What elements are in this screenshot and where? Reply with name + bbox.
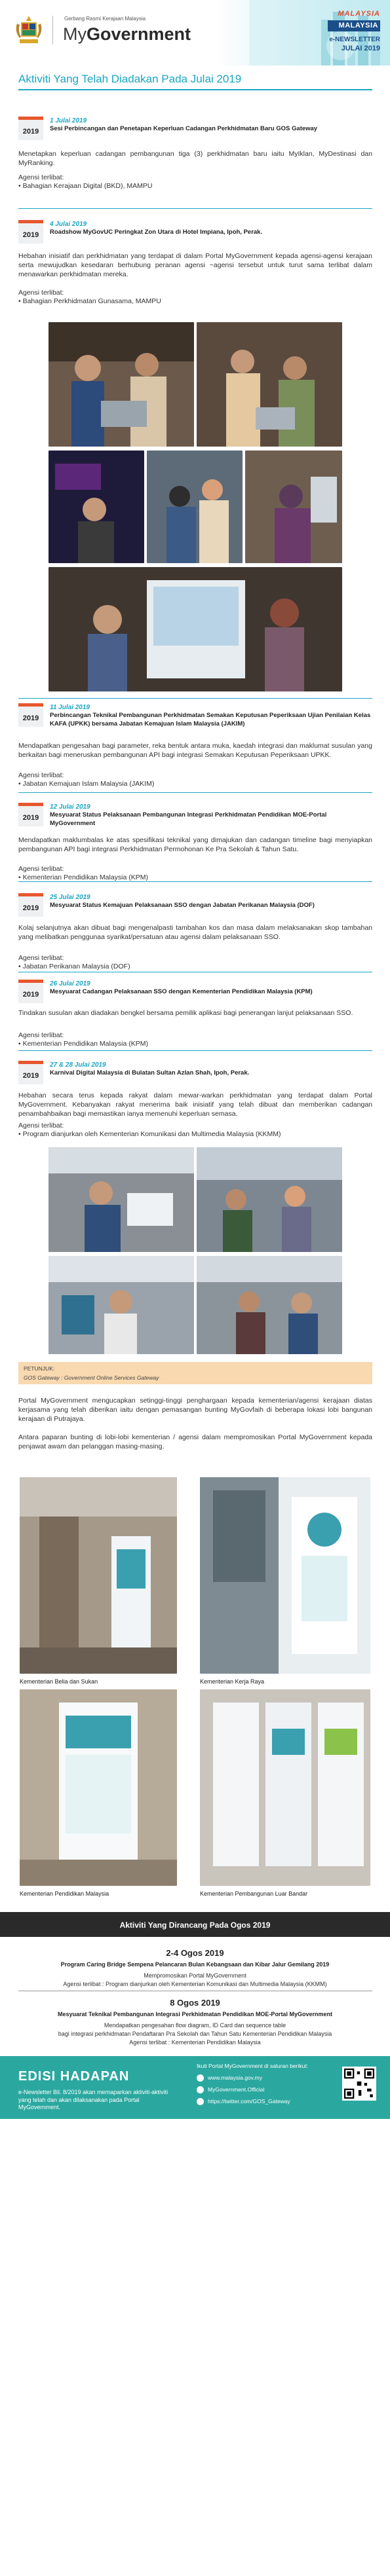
footer-title: EDISI HADAPAN <box>18 2069 130 2084</box>
header-tagline: Gerbang Rasmi Kerajaan Malaysia <box>64 16 146 22</box>
event-title: Mesyuarat Status Pelaksanaan Pembangunan Integrasi Perkhidmatan Pendidikan MOE-Portal MyGovernment <box>50 811 327 827</box>
bunting-paragraph: Antara paparan bunting di lobi-lobi kementerian / agensi dalam mempromosikan Portal MyGovernment kepada penjawat awam dan pelanggan masing-masing. <box>18 1433 372 1451</box>
twitter-icon <box>197 2098 204 2105</box>
event-item <box>18 893 372 972</box>
event-description: Hebahan inisiatif dan perkhidmatan yang terdapat di dalam Portal MyGovernment kepada agensi-agensi kerajaan serta mewujudkan kesedaran berhubung peranan agensi −agensi tersebut untuk turut sama terlibat dalam menawarkan perkhidmatan mereka. <box>18 252 372 279</box>
agency-label: Agensi terlibat: <box>18 954 64 962</box>
upcoming-heading-bar <box>0 1912 390 1937</box>
year-badge: 2019 <box>18 220 43 244</box>
year-badge: 2019 <box>18 893 43 917</box>
event-title: Perbincangan Teknikal Pembangunan Perkhidmatan Semakan Keputusan Peperiksaan Ujian Penilaian Kelas KAFA (UPKK) bersama Jabatan Kemajuan Islam Malaysia (JAKIM) <box>50 712 371 727</box>
badge-line3: e-NEWSLETTER <box>329 35 380 43</box>
year-badge: 2019 <box>18 980 43 1003</box>
qr-code-graphic <box>344 2069 374 2099</box>
event-date: 26 Julai 2019 <box>50 980 90 987</box>
footer-description: e-Newsletter Bil. 8/2019 akan memaparkan aktiviti-aktiviti yang telah dan akan dilaksanakan pada Portal MyGovernment. <box>18 2089 168 2111</box>
bunting-photo <box>20 1689 177 1886</box>
upcoming-description: Mempromosikan Portal MyGovernment <box>144 1972 246 1979</box>
year-badge: 2019 <box>18 1061 43 1084</box>
section-title: Aktiviti Yang Telah Diadakan Pada Julai 2019 <box>18 73 242 85</box>
event-item <box>18 1061 372 1152</box>
event-title: Karnival Digital Malaysia di Bulatan Sultan Azlan Shah, Ipoh, Perak. <box>50 1069 250 1076</box>
agency-label: Agensi terlibat: <box>18 289 64 297</box>
year-badge: 2019 <box>18 803 43 826</box>
upcoming-agency: Agensi terlibat : Program dianjurkan oleh Kementerian Komunikasi dan Multimedia Malaysia (KKMM) <box>63 1980 327 1987</box>
badge-line2: MALAYSIA <box>328 20 380 31</box>
event-description: Hebahan secara terus kepada rakyat dalam mewar-warkan perkhidmatan yang terdapat dalam Portal MyGovernment. Kebanyakan rakyat menerima baik inisiatif yang telah dibuat dan memberikan cadangan penambahbaikan bagi memastikan ianya memenuhi keperluan semasa. <box>18 1092 372 1118</box>
event-photo <box>49 1256 194 1354</box>
badge-line4: JULAI 2019 <box>341 45 380 53</box>
facebook-icon <box>197 2086 204 2093</box>
qr-code[interactable] <box>342 2067 376 2101</box>
agency-name: • Program dianjurkan oleh Kementerian Komunikasi dan Multimedia Malaysia (KKMM) <box>18 1130 281 1138</box>
upcoming-item <box>0 1997 390 2046</box>
agency-name: • Jabatan Perikanan Malaysia (DOF) <box>18 963 130 970</box>
header-divider <box>52 16 53 45</box>
globe-icon <box>197 2074 204 2082</box>
photo-caption: Kementerian Kerja Raya <box>200 1678 265 1685</box>
year-badge: 2019 <box>18 117 43 140</box>
brand-suffix: Government <box>87 24 191 44</box>
twitter-link-text: https://twitter.com/GOS_Gateway <box>208 2098 290 2105</box>
upcoming-title: Program Caring Bridge Sempena Pelancaran Bulan Kebangsaan dan Kibar Jalur Gemilang 2019 <box>60 1960 330 1968</box>
upcoming-description-2: bagi integrasi perkhidmatan Pendaftaran Pra Sekolah dan Tahun Satu Kementerian Pendidikan Malaysia <box>58 2030 332 2037</box>
note-text: GOS Gateway : Government Online Services Gateway <box>24 1374 159 1382</box>
event-description: Menetapkan keperluan cadangan pembangunan tiga (3) perkhidmatan baru iaitu MyIklan, MyDestinasi dan MyRanking. <box>18 150 372 168</box>
brand-prefix: My <box>63 24 87 44</box>
website-link-text: www.malaysia.gov.my <box>208 2074 262 2081</box>
brand-title[interactable] <box>63 22 191 46</box>
agency-label: Agensi terlibat: <box>18 1122 64 1130</box>
badge-line1: MALAYSIA <box>338 10 380 18</box>
event-photo <box>197 322 342 447</box>
upcoming-agency: Agensi terlibat : Kementerian Pendidikan Malaysia <box>129 2038 261 2046</box>
event-title: Sesi Perbincangan dan Penetapan Keperluan Cadangan Perkhidmatan Baru GOS Gateway <box>50 125 318 132</box>
event-separator <box>18 208 372 209</box>
event-title: Mesyuarat Status Kemajuan Pelaksanaan SSO dengan Jabatan Perikanan Malaysia (DOF) <box>50 902 315 909</box>
event-title: Mesyuarat Cadangan Pelaksanaan SSO dengan Kementerian Pendidikan Malaysia (KPM) <box>50 988 313 995</box>
event-date: 11 Julai 2019 <box>50 704 90 711</box>
bunting-photo <box>200 1477 370 1674</box>
event-separator <box>18 698 372 699</box>
event-date: 12 Julai 2019 <box>50 803 90 811</box>
year-badge: 2019 <box>18 703 43 727</box>
event-photo <box>49 567 342 691</box>
footer <box>0 2056 390 2119</box>
event-date: 27 & 28 Julai 2019 <box>50 1061 106 1069</box>
event-item <box>18 703 372 788</box>
appreciation-paragraph: Portal MyGovernment mengucapkan setinggi-tinggi penghargaan kepada kementerian/agensi kerajaan diatas kerjasama yang telah diberikan iaitu dengan pemasangan bunting MyGovfaih di beberapa lokasi lobi bangunan kerajaan di Putrajaya. <box>18 1397 372 1424</box>
event-separator <box>18 792 372 793</box>
event-item <box>18 980 372 1052</box>
upcoming-item <box>0 1947 390 1988</box>
event-description: Mendapatkan pengesahan bagi parameter, reka bentuk antara muka, kaedah integrasi dan maklumat susulan yang berkaitan bagi meneruskan pembangunan API bagi integrasi Semakan Keputusan Peperiksaan UPKK. <box>18 742 372 760</box>
event-item <box>18 220 372 318</box>
photo-caption: Kementerian Pembangunan Luar Bandar <box>200 1890 308 1897</box>
agency-label: Agensi terlibat: <box>18 1031 64 1039</box>
event-photo <box>197 1256 342 1354</box>
event-title: Roadshow MyGovUC Peringkat Zon Utara di Hotel Impiana, Ipoh, Perak. <box>50 229 263 236</box>
agency-name: • Bahagian Kerajaan Digital (BKD), MAMPU <box>18 182 153 190</box>
event-item <box>18 117 372 215</box>
upcoming-date: 8 Ogos 2019 <box>170 1998 220 2008</box>
facebook-link[interactable] <box>197 2086 264 2093</box>
bunting-photo <box>200 1689 370 1886</box>
upcoming-description: Mendapatkan pengesahan flow diagram, ID Card dan sequence table <box>104 2021 286 2029</box>
facebook-link-text: MyGovernment.Official <box>208 2086 265 2093</box>
agency-label: Agensi terlibat: <box>18 174 64 181</box>
photo-caption: Kementerian Pendidikan Malaysia <box>20 1890 109 1897</box>
event-photo <box>49 322 194 447</box>
twitter-link[interactable] <box>197 2098 290 2105</box>
agency-name: • Kementerian Pendidikan Malaysia (KPM) <box>18 874 149 881</box>
agency-label: Agensi terlibat: <box>18 771 64 779</box>
event-date: 1 Julai 2019 <box>50 117 87 124</box>
event-description: Tindakan susulan akan diadakan bengkel bersama pemilik aplikasi bagi penerangan lanjut pelaksanaan SSO. <box>18 1009 353 1017</box>
header <box>0 0 390 65</box>
upcoming-heading: Aktiviti Yang Dirancang Pada Ogos 2019 <box>119 1921 271 1930</box>
event-photo <box>245 451 342 563</box>
bunting-photo <box>20 1477 177 1674</box>
event-photo <box>197 1147 342 1252</box>
agency-name: • Kementerian Pendidikan Malaysia (KPM) <box>18 1040 149 1048</box>
website-link[interactable] <box>197 2074 262 2082</box>
edition-badge <box>328 9 380 55</box>
event-separator <box>18 881 372 882</box>
agency-label: Agensi terlibat: <box>18 865 64 873</box>
agency-name: • Bahagian Perkhidmatan Gunasama, MAMPU <box>18 297 161 305</box>
coat-of-arms-logo <box>14 14 43 47</box>
event-photo <box>49 1147 194 1252</box>
photo-caption: Kementerian Belia dan Sukan <box>20 1678 98 1685</box>
title-rule <box>18 89 372 90</box>
event-photo <box>49 451 144 563</box>
note-heading: PETUNJUK: <box>24 1365 55 1372</box>
legend-note <box>18 1362 372 1384</box>
upcoming-title: Mesyuarat Teknikal Pembangunan Integrasi Perkhidmatan Pendidikan MOE-Portal MyGovernment <box>58 2010 332 2017</box>
upcoming-date: 2-4 Ogos 2019 <box>166 1948 224 1958</box>
event-item <box>18 803 372 888</box>
event-description: Mendapatkan maklumbalas ke atas spesifikasi teknikal yang dimajukan dan cadangan timeline bagi menyiapkan pembangunan API bagi integrasi Perkhidmatan Permohonan Ke Pra Sekolah & Tahun Satu. <box>18 836 372 854</box>
event-photo <box>147 451 243 563</box>
event-date: 25 Julai 2019 <box>50 894 90 901</box>
footer-follow-text: Ikuti Portal MyGovernment di saluran berikut: <box>197 2063 309 2069</box>
agency-name: • Jabatan Kemajuan Islam Malaysia (JAKIM) <box>18 780 155 788</box>
event-description: Kolaj selanjutnya akan dibuat bagi mengenalpasti tambahan kos dan masa dalam melaksanakan skop tambahan yang melibatkan penggunaa syarikat/persatuan atau agensi dalam pelaksanaan SSO. <box>18 924 372 942</box>
event-date: 4 Julai 2019 <box>50 221 87 228</box>
event-separator <box>18 1050 372 1051</box>
